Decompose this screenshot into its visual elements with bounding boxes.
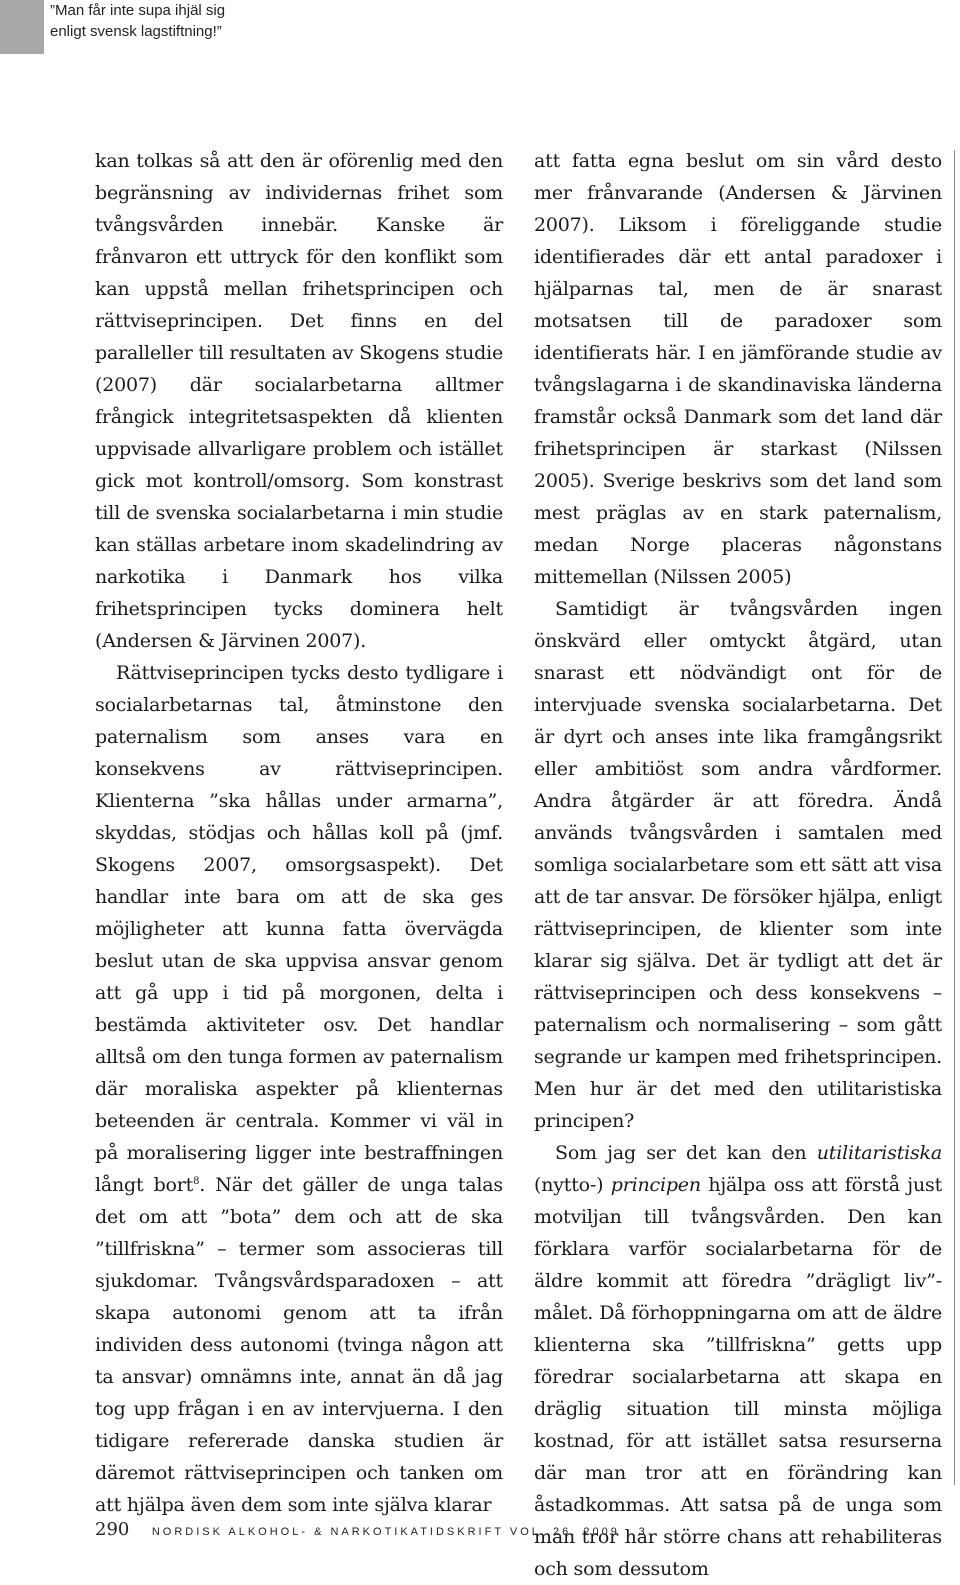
footnote-mark: 8 [193,1176,200,1187]
page-footer [95,1519,648,1540]
italic-term-principen: principen [610,1174,701,1196]
left-paragraph-2-text-b: . När det gäller de unga talas det om att ”bota” dem och att de ska ”tillfriskna” – termer som associeras till sjukdomar. Tvångsvårdsparadoxen – att skapa autonomi genom att ta ifrån individen dess autonomi (tvinga någon att ta ansvar) omnämns inte, annat än då jag tog upp frågan i en av intervjuerna. I den tidigare refererade danska studien är däremot rättviseprincipen och tanken om att hjälpa även dem som inte själva klarar [95,1174,503,1516]
journal-title: NORDISK ALKOHOL- & NARKOTIKATIDSKRIFT VOL. 26. 2009 · 3 [151,1526,648,1538]
running-header [50,0,225,42]
left-paragraph-1: kan tolkas så att den är oförenlig med den begränsning av individernas frihet som tvångsvården innebär. Kanske är frånvaron ett uttryck för den konflikt som kan uppstå mellan frihetsprincipen och rättviseprincipen. Det finns en del paralleller till resultaten av Skogens studie (2007) där socialarbetarna alltmer frångick integritetsaspekten då klienten uppvisade allvarligare problem och istället gick mot kontroll/omsorg. Som konstrast till de svenska socialarbetarna i min studie kan ställas arbetare inom skadelindring av narkotika i Danmark hos vilka frihetsprincipen tycks dominera helt (Andersen & Järvinen 2007). [95,150,503,652]
left-column [95,145,503,1521]
right-paragraph-3 [534,1137,942,1585]
right-paragraph-1: att fatta egna beslut om sin vård desto mer frånvarande (Andersen & Järvinen 2007). Liksom i föreliggande studie identifierades där ett antal paradoxer i hjälparnas tal, men de är snarast motsatsen till de paradoxer som identifierats här. I en jämförande studie av tvångslagarna i de skandinaviska länderna framstår också Danmark som det land där frihetsprincipen är starkast (Nilssen 2005). Sverige beskrivs som det land som mest präglas av en stark paternalism, medan Norge placeras någonstans mittemellan (Nilssen 2005) [534,150,942,588]
running-header-line-1: ”Man får inte supa ihjäl sig [50,2,226,19]
running-header-line-2: enligt svensk lagstiftning!” [50,23,222,40]
italic-term-utilitaristiska: utilitaristiska [816,1142,942,1164]
right-column [534,145,942,1585]
right-paragraph-3-text-b: (nytto-) [534,1174,611,1196]
right-paragraph-2: Samtidigt är tvångsvården ingen önskvärd eller omtyckt åtgärd, utan snarast ett nödvändigt ont för de intervjuade svenska socialarbetarna. Det är dyrt och anses inte lika framgångsrikt eller ambitiöst som andra vårdformer. Andra åtgärder är att föredra. Ändå används tvångsvården i samtalen med somliga socialarbetare som ett sätt att visa att de tar ansvar. De försöker hjälpa, enligt rättviseprincipen, de klienter som inte klarar sig själva. Det är tydligt att det är rättviseprincipen och dess konsekvens – paternalism och normalisering – som gått segrande ur kampen med frihetsprincipen. Men hur är det med den utilitaristiska principen? [534,598,942,1132]
right-paragraph-3-text-c: hjälpa oss att förstå just motviljan till tvångsvården. Den kan förklara varför socialarbetarna för de äldre kommit att föredra ”drägligt liv”-målet. Då förhoppningarna om att de äldre klienterna ska ”tillfriskna” getts upp föredrar socialarbetarna att skapa en dräglig situation till minsta möjliga kostnad, för att istället satsa resurserna där man tror att en förändring kan åstadkommas. Att satsa på de unga som man tror har större chans att rehabiliteras och som dessutom [534,1174,942,1580]
left-paragraph-2-text-a: Rättviseprincipen tycks desto tydligare i socialarbetarnas tal, åtminstone den paternalism som anses vara en konsekvens av rättviseprincipen. Klienterna ”ska hållas under armarna”, skyddas, stödjas och hållas koll på (jmf. Skogens 2007, omsorgsaspekt). Det handlar inte bara om att de ska ges möjligheter att kunna fatta övervägda beslut utan de ska uppvisa ansvar genom att gå upp i tid på morgonen, delta i bestämda aktiviteter osv. Det handlar alltså om den tunga formen av paternalism där moraliska aspekter på klienternas beteenden är centrala. Kommer vi väl in på moralisering ligger inte bestraffningen långt bort [95,662,503,1196]
running-header-marker [0,0,44,54]
left-paragraph-2 [95,657,503,1521]
page-number: 290 [95,1519,130,1540]
right-paragraph-3-text-a: Som jag ser det kan den [555,1142,817,1164]
column-rule [954,150,955,1485]
